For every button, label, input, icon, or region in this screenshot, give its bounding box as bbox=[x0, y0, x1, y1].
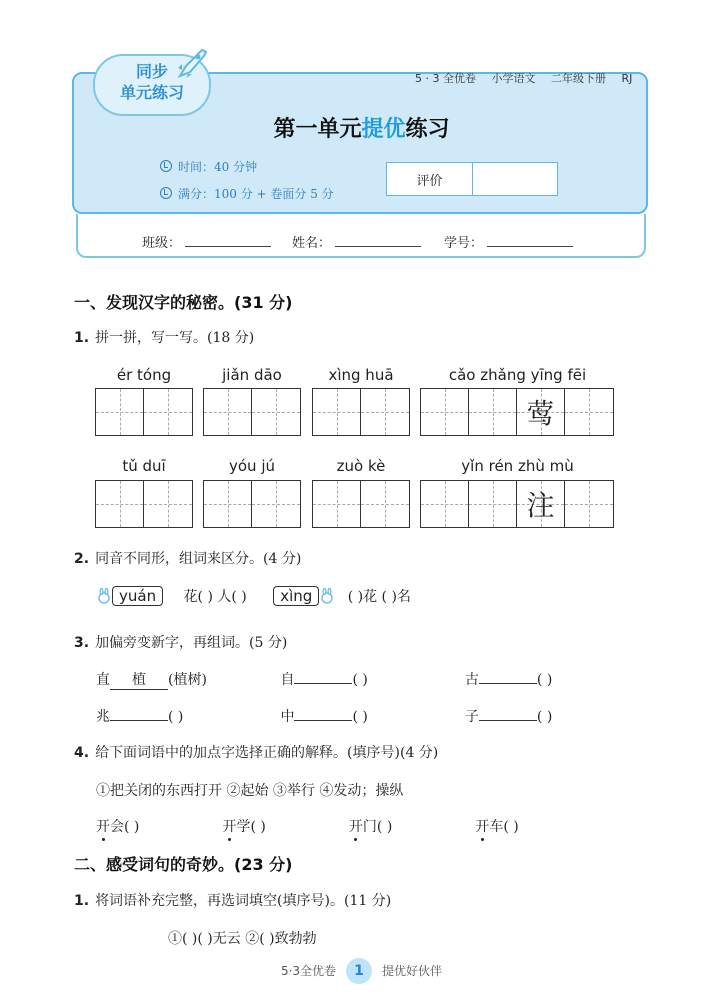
q3-base: 中 bbox=[280, 709, 295, 725]
grid-char bbox=[144, 481, 192, 527]
grid-char bbox=[469, 389, 516, 435]
dotted-char: 开 bbox=[222, 819, 237, 835]
q4-item[interactable] bbox=[349, 816, 471, 836]
grid-char bbox=[361, 389, 409, 435]
q4-text: 给下面词语中的加点字选择正确的解释。(填序号)(4 分) bbox=[95, 745, 439, 761]
grid-cell[interactable] bbox=[252, 481, 300, 527]
section-2-title: 二、感受词句的奇妙。(23 分) bbox=[74, 855, 293, 874]
grading-label: 评价 bbox=[387, 163, 473, 195]
bunny-icon bbox=[319, 588, 335, 604]
grid-char bbox=[313, 389, 360, 435]
pinyin: tǔ duī bbox=[122, 457, 166, 475]
grid-char bbox=[313, 481, 360, 527]
q3-base: 自 bbox=[280, 672, 295, 688]
grid-cell[interactable] bbox=[313, 481, 361, 527]
pinyin: ér tóng bbox=[116, 366, 172, 384]
clock-icon bbox=[160, 160, 172, 172]
pinyin-box-yuan: yuán bbox=[112, 586, 163, 606]
q3-base: 古 bbox=[464, 672, 479, 688]
id-label: 学号： bbox=[444, 236, 484, 251]
q4-item[interactable] bbox=[96, 816, 218, 836]
q2-number: 2. bbox=[74, 551, 90, 567]
class-label: 班级： bbox=[142, 236, 182, 251]
q3-base: 子 bbox=[464, 709, 479, 725]
q1-prompt bbox=[74, 327, 254, 347]
grid-cell[interactable] bbox=[96, 389, 144, 435]
section-1-title: 一、发现汉字的秘密。(31 分) bbox=[74, 293, 293, 312]
q3-row bbox=[96, 669, 645, 690]
dotted-char: 开 bbox=[475, 819, 490, 835]
dotted-char: 开 bbox=[96, 819, 110, 835]
q3-fill[interactable] bbox=[294, 720, 352, 721]
grid-cell[interactable] bbox=[517, 389, 565, 435]
q1-text: 拼一拼，写一写。(18 分) bbox=[95, 330, 255, 346]
grading-value[interactable] bbox=[473, 163, 557, 195]
rocket-icon bbox=[172, 44, 212, 84]
q3-word[interactable]: ( ) bbox=[352, 709, 368, 725]
grid-cell[interactable] bbox=[144, 389, 192, 435]
q3-fill[interactable] bbox=[110, 720, 168, 721]
grid-char bbox=[252, 481, 300, 527]
title-pre: 第一单元 bbox=[273, 117, 362, 142]
q3-word[interactable]: ( ) bbox=[352, 672, 368, 688]
writing-grid[interactable] bbox=[312, 388, 410, 436]
q2-items-2[interactable]: ( )花 ( )名 bbox=[347, 589, 411, 605]
q4-item-rest: 会( ) bbox=[110, 819, 140, 835]
writing-grid[interactable] bbox=[312, 480, 410, 528]
grid-cell[interactable] bbox=[361, 481, 409, 527]
grid-char bbox=[469, 481, 516, 527]
grid-cell[interactable] bbox=[204, 481, 252, 527]
time-text: 时间：40 分钟 bbox=[178, 160, 258, 174]
footer-left: 5·3全优卷 bbox=[280, 964, 337, 978]
class-blank[interactable] bbox=[185, 235, 271, 247]
title-highlight: 提优 bbox=[361, 117, 406, 142]
q3-row bbox=[96, 706, 645, 726]
grid-cell[interactable] bbox=[565, 389, 613, 435]
name-blank[interactable] bbox=[335, 235, 421, 247]
pinyin: cǎo zhǎng yīng fēi bbox=[448, 366, 587, 384]
q1-number: 1. bbox=[74, 330, 90, 346]
q2-prompt bbox=[74, 548, 301, 568]
q4-options: ①把关闭的东西打开 ②起始 ③举行 ④发动；操纵 bbox=[96, 783, 404, 799]
pinyin: yóu jú bbox=[228, 457, 275, 475]
q5-prompt bbox=[74, 890, 391, 910]
q3-fill[interactable] bbox=[479, 683, 537, 684]
grid-char bbox=[565, 389, 613, 435]
grid-char: 注 bbox=[526, 489, 555, 522]
q3-text: 加偏旁变新字，再组词。(5 分) bbox=[95, 635, 288, 651]
name-field[interactable] bbox=[292, 232, 421, 251]
series-subject: 小学语文 bbox=[491, 72, 536, 85]
writing-grid[interactable] bbox=[203, 388, 301, 436]
pinyin: xìng huā bbox=[328, 366, 394, 384]
id-blank[interactable] bbox=[487, 235, 573, 247]
q3-fill[interactable] bbox=[294, 683, 352, 684]
grid-char bbox=[96, 389, 143, 435]
q4-items bbox=[96, 816, 597, 836]
pinyin: zuò kè bbox=[336, 457, 386, 475]
series-grade: 二年级下册 bbox=[550, 72, 606, 85]
class-field[interactable] bbox=[142, 232, 271, 251]
q3-word[interactable]: ( ) bbox=[536, 672, 553, 688]
id-field[interactable] bbox=[444, 232, 573, 251]
grid-char bbox=[421, 389, 468, 435]
pinyin: yǐn rén zhù mù bbox=[461, 457, 574, 475]
grid-char: 莺 bbox=[526, 397, 555, 430]
grid-cell[interactable] bbox=[421, 481, 469, 527]
q3-word[interactable]: (植树) bbox=[168, 672, 207, 688]
series-brand: 5 · 3 全优卷 bbox=[415, 72, 476, 85]
q5-line[interactable]: ①( )( )无云 ②( )致勃勃 bbox=[168, 931, 317, 947]
grid-cell[interactable] bbox=[204, 389, 252, 435]
pinyin-box-xing: xìng bbox=[273, 586, 319, 606]
grading-box bbox=[386, 162, 558, 196]
writing-grid[interactable] bbox=[420, 480, 614, 528]
time-info bbox=[160, 158, 257, 175]
grid-cell[interactable] bbox=[517, 481, 565, 527]
q2-items-1[interactable]: 花( ) 人( ) bbox=[183, 589, 247, 605]
series-line bbox=[415, 70, 644, 86]
page-title bbox=[0, 112, 723, 143]
q4-item[interactable] bbox=[475, 816, 597, 836]
grid-cell[interactable] bbox=[565, 481, 613, 527]
q3-base: 直 bbox=[96, 672, 110, 688]
grid-cell[interactable] bbox=[144, 481, 192, 527]
grid-char bbox=[144, 389, 192, 435]
q4-item[interactable] bbox=[222, 816, 344, 836]
q4-prompt bbox=[74, 742, 438, 762]
check-icon bbox=[160, 187, 172, 199]
grid-char bbox=[565, 481, 613, 527]
grid-char bbox=[204, 481, 251, 527]
grid-char bbox=[421, 481, 468, 527]
score-text: 满分：100 分 + 卷面分 5 分 bbox=[178, 187, 334, 201]
q4-item-rest: 学( ) bbox=[236, 819, 266, 835]
grid-cell[interactable] bbox=[421, 389, 469, 435]
badge-line2: 单元练习 bbox=[119, 83, 184, 102]
q3-prompt bbox=[74, 632, 287, 652]
grid-cell[interactable] bbox=[469, 481, 517, 527]
q2-line bbox=[96, 586, 411, 606]
score-info bbox=[160, 185, 334, 202]
grid-cell[interactable] bbox=[252, 389, 300, 435]
grid-char bbox=[252, 389, 300, 435]
writing-grid[interactable] bbox=[420, 388, 614, 436]
grid-cell[interactable] bbox=[313, 389, 361, 435]
q3-base: 兆 bbox=[96, 709, 110, 725]
q2-text: 同音不同形，组词来区分。(4 分) bbox=[95, 551, 302, 567]
grid-char bbox=[361, 481, 409, 527]
pinyin: jiǎn dāo bbox=[222, 366, 282, 384]
writing-grid[interactable] bbox=[203, 480, 301, 528]
grid-char bbox=[204, 389, 251, 435]
page-number: 1 bbox=[346, 958, 372, 984]
q3-word[interactable]: ( ) bbox=[536, 709, 553, 725]
badge-line1: 同步 bbox=[135, 62, 168, 81]
q3-fill[interactable] bbox=[479, 720, 537, 721]
title-post: 练习 bbox=[405, 117, 450, 142]
series-edition: RJ bbox=[621, 72, 633, 85]
bunny-icon bbox=[96, 588, 112, 604]
q5-number: 1. bbox=[74, 893, 90, 909]
q4-item-rest: 门( ) bbox=[362, 819, 393, 835]
q3-number: 3. bbox=[74, 635, 90, 651]
name-label: 姓名： bbox=[292, 236, 332, 251]
dotted-char: 开 bbox=[348, 819, 363, 835]
q3-fill[interactable]: 植 bbox=[110, 669, 168, 690]
q4-item-rest: 车( ) bbox=[489, 819, 519, 835]
grid-cell[interactable] bbox=[96, 481, 144, 527]
q5-text: 将词语补充完整，再选词填空(填序号)。(11 分) bbox=[95, 893, 392, 909]
grid-cell[interactable] bbox=[361, 389, 409, 435]
writing-grid[interactable] bbox=[95, 388, 193, 436]
page-footer bbox=[0, 958, 723, 984]
grid-char bbox=[96, 481, 143, 527]
grid-cell[interactable] bbox=[469, 389, 517, 435]
writing-grid[interactable] bbox=[95, 480, 193, 528]
q3-word[interactable]: ( ) bbox=[168, 709, 184, 725]
footer-right: 提优好伙伴 bbox=[382, 964, 443, 978]
q4-number: 4. bbox=[74, 745, 90, 761]
